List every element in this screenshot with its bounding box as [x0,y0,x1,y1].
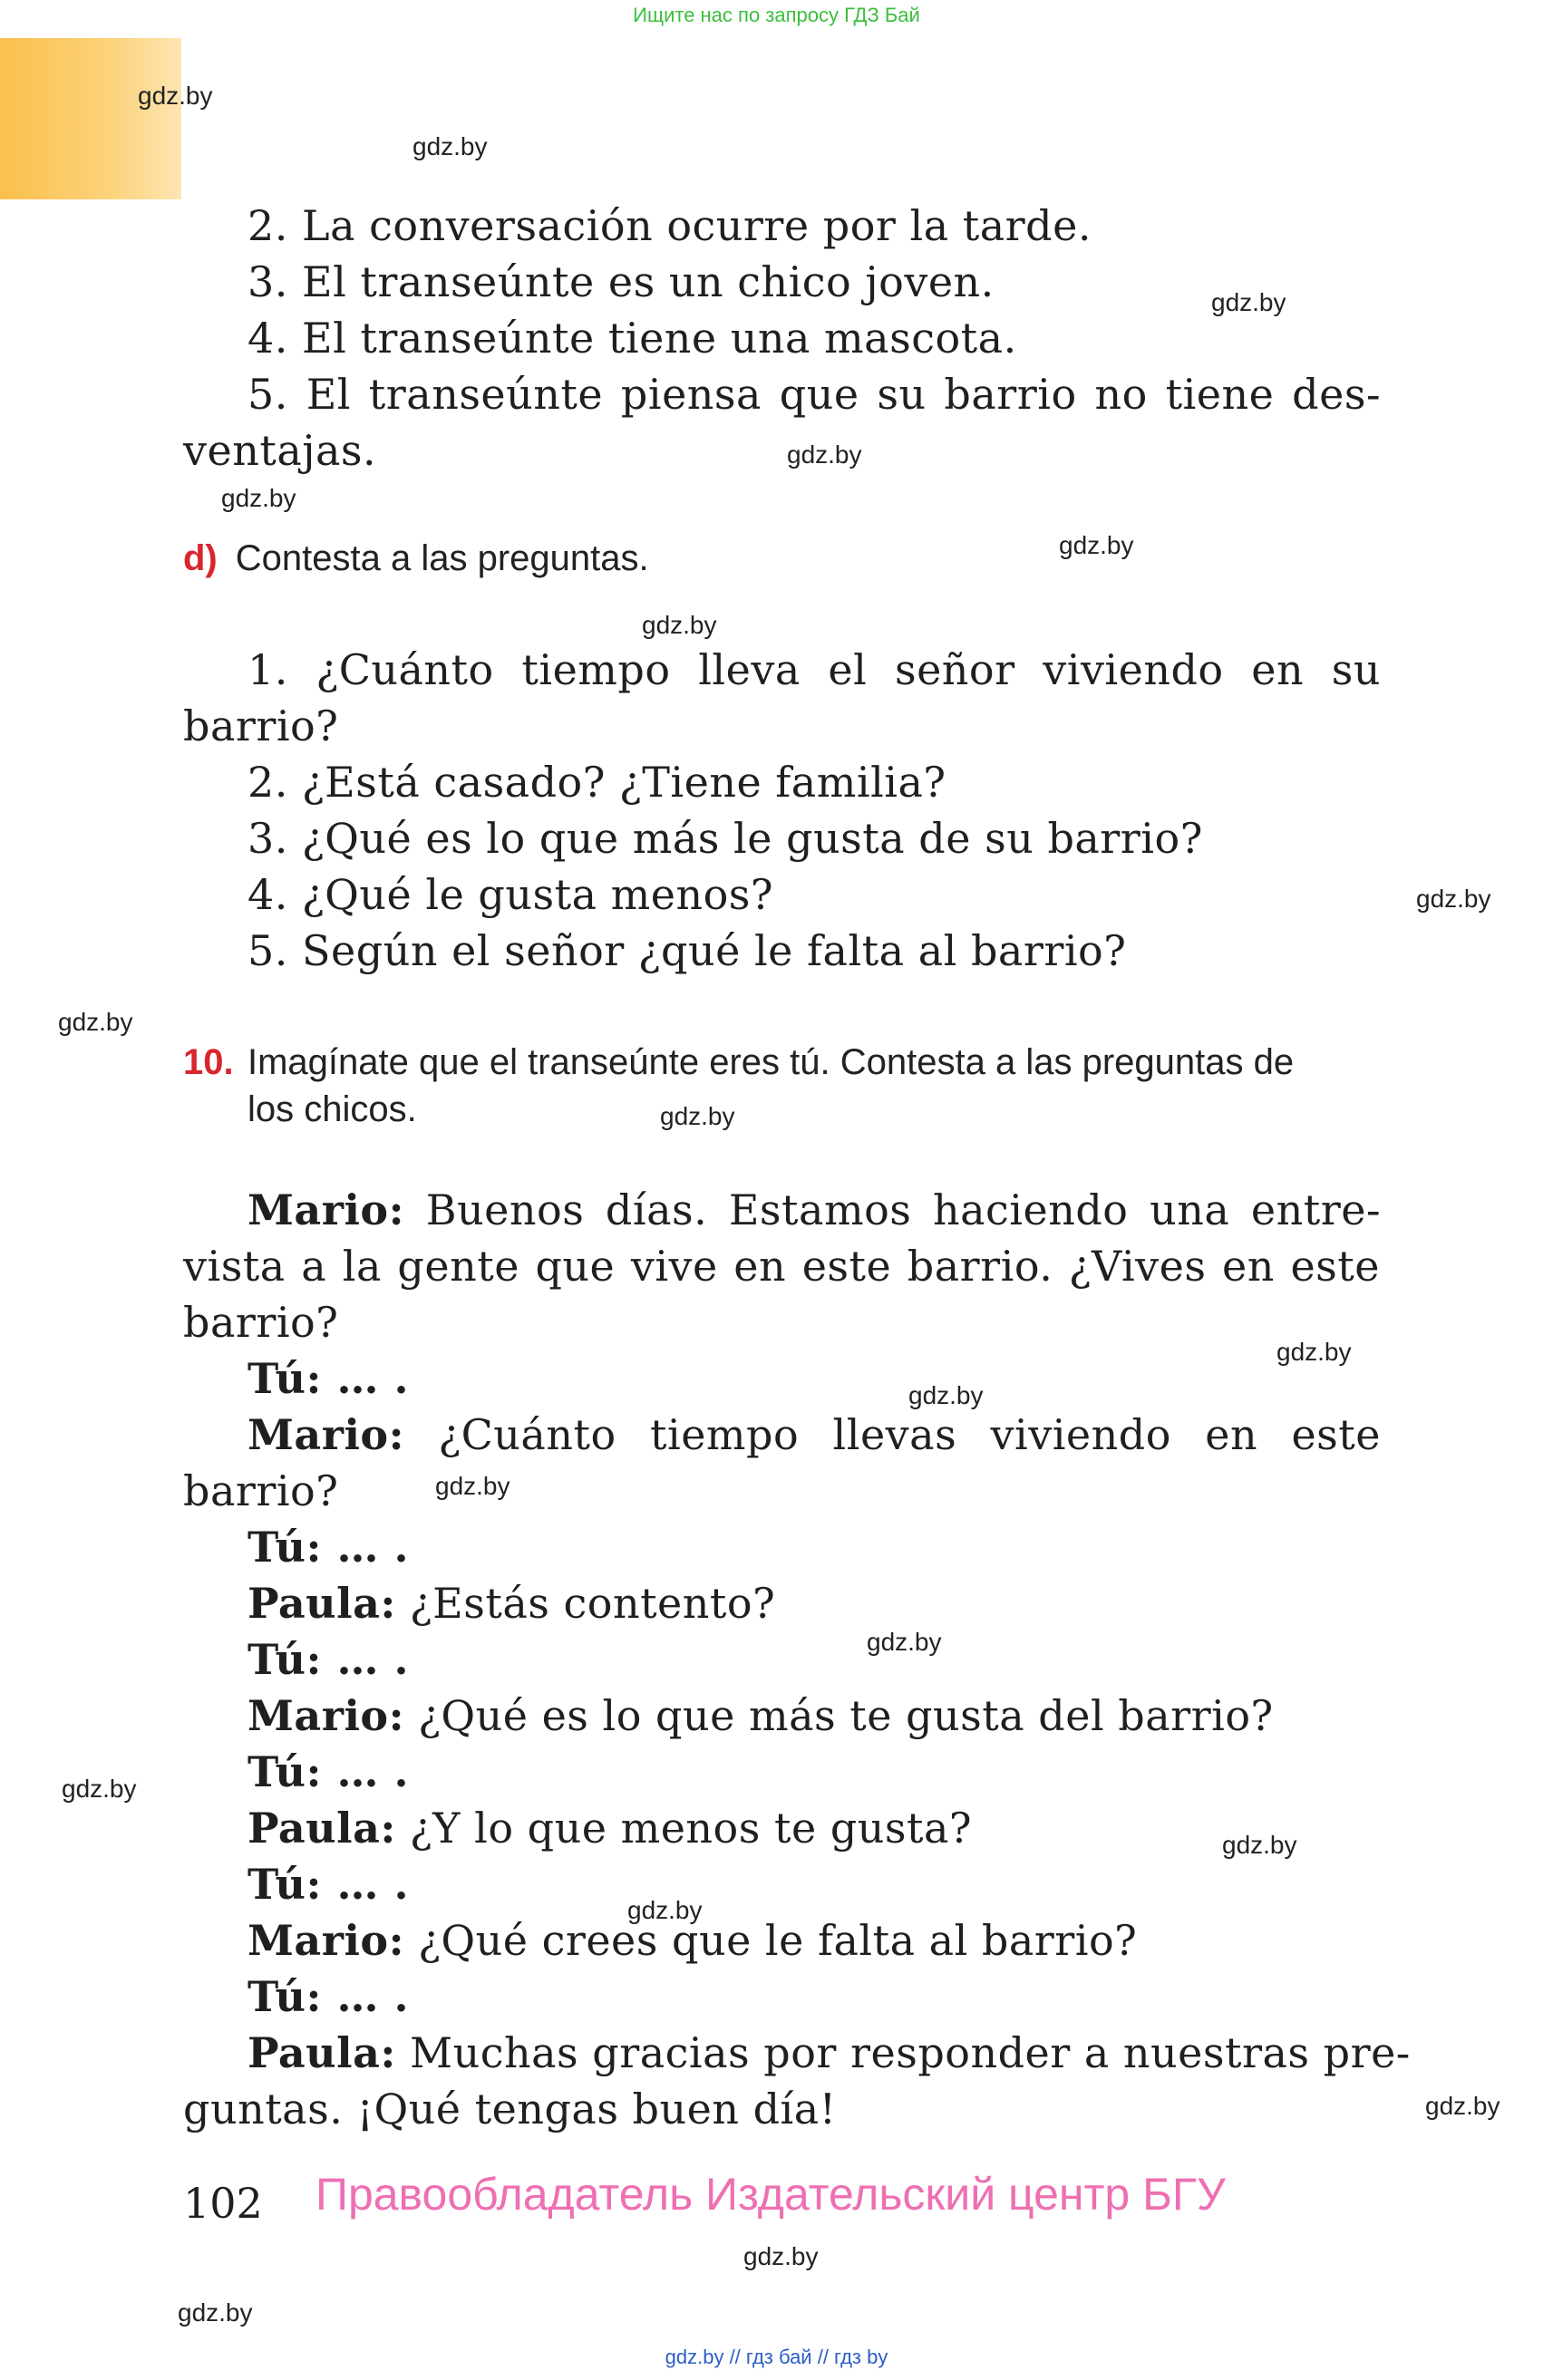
top-banner: Ищите нас по запросу ГДЗ Бай [633,4,920,26]
watermark: gdz.by [787,440,862,469]
task-10-instruction-line1: Imagínate que el transeúnte eres tú. Contesta a las preguntas de [248,1042,1295,1082]
statement-2 [248,201,1092,250]
answer-placeholder: … . [321,1860,409,1909]
task-10-label: 10. [183,1042,234,1082]
question-4: 4. ¿Qué le gusta menos? [248,870,774,919]
question-1: 1. ¿Cuánto tiempo lleva el señor viviendo en su [248,645,1381,694]
statement-4 [248,314,1017,363]
watermark: gdz.by [178,2298,253,2327]
answer-placeholder: … . [321,1747,409,1796]
watermark: gdz.by [908,1381,984,1409]
watermark: gdz.by [660,1102,735,1130]
line-text: Muchas gracias por responder a nuestras pre- [395,2028,1411,2077]
question-2: 2. ¿Está casado? ¿Tiene familia? [248,758,946,807]
watermark: gdz.by [1059,531,1134,559]
watermark: gdz.by [867,1628,942,1656]
speaker-mario: Mario: [248,1185,405,1234]
watermark: gdz.by [1425,2092,1500,2120]
dialogue-mario-3 [248,1691,1274,1740]
statement-text: El transeúnte piensa que su barrio no tiene des- [306,370,1381,419]
watermark: gdz.by [642,611,717,639]
watermark: gdz.by [1222,1831,1297,1859]
line-text: ¿Estás contento? [395,1579,776,1628]
answer-placeholder: … . [321,1523,409,1572]
watermark: gdz.by [743,2242,819,2270]
line-text: ¿Qué es lo que más te gusta del barrio? [404,1691,1274,1740]
dialogue-tu-4 [248,1747,409,1796]
speaker-tu: Tú: [248,1354,322,1403]
line-text: ¿Qué crees que le falta al barrio? [404,1916,1138,1965]
dialogue-mario-2 [248,1410,1381,1459]
speaker-tu: Tú: [248,1523,322,1572]
speaker-tu: Tú: [248,1972,322,2021]
dialogue-mario-1-cont: vista a la gente que vive en este barrio. ¿Vives en este [183,1242,1380,1291]
speaker-tu: Tú: [248,1860,322,1909]
answer-placeholder: … . [321,1354,409,1403]
task-10-instruction-line2: los chicos. [248,1089,417,1129]
statement-number: 5. [248,370,288,419]
statement-number: 4. [248,314,288,363]
watermark: gdz.by [221,484,296,512]
speaker-paula: Paula: [248,1579,396,1628]
watermark: gdz.by [627,1896,703,1924]
line-text: ¿Y lo que menos te gusta? [395,1804,973,1853]
speaker-mario: Mario: [248,1410,405,1459]
dialogue-mario-4 [248,1916,1137,1965]
question-5: 5. Según el señor ¿qué le falta al barrio? [248,926,1127,975]
statement-text: El transeúnte es un chico joven. [302,257,995,306]
dialogue-paula-3-cont: guntas. ¡Qué tengas buen día! [183,2085,837,2133]
speaker-tu: Tú: [248,1747,322,1796]
line-text: Buenos días. Estamos haciendo una entre- [404,1185,1381,1234]
answer-placeholder: … . [321,1635,409,1684]
copyright-notice: Правообладатель Издательский центр БГУ [315,2169,1226,2220]
dialogue-tu-2 [248,1523,409,1572]
speaker-paula: Paula: [248,1804,396,1853]
watermark: gdz.by [1276,1338,1352,1366]
speaker-mario: Mario: [248,1916,405,1965]
statement-number: 2. [248,201,288,250]
watermark: gdz.by [62,1775,137,1803]
line-text: ¿Cuánto tiempo llevas viviendo en este [404,1410,1381,1459]
dialogue-tu-6 [248,1972,409,2021]
dialogue-paula-2 [248,1804,972,1853]
watermark: gdz.by [413,132,488,160]
task-d-label: d) [183,538,218,578]
dialogue-tu-1 [248,1354,409,1403]
statement-5-cont: ventajas. [183,426,377,475]
dialogue-paula-1 [248,1579,775,1628]
statement-text: El transeúnte tiene una mascota. [302,314,1017,363]
page-number: 102 [183,2179,263,2228]
dialogue-mario-2-cont: barrio? [183,1466,339,1515]
watermark: gdz.by [58,1008,133,1036]
statement-5 [248,370,1381,419]
speaker-mario: Mario: [248,1691,405,1740]
task-d-instruction: Contesta a las preguntas. [235,538,649,578]
watermark: gdz.by [435,1472,510,1500]
dialogue-paula-3 [248,2028,1411,2077]
question-3: 3. ¿Qué es lo que más le gusta de su barrio? [248,814,1203,863]
speaker-tu: Tú: [248,1635,322,1684]
watermark: gdz.by [1211,288,1286,316]
dialogue-tu-3 [248,1635,409,1684]
answer-placeholder: … . [321,1972,409,2021]
dialogue-mario-1-cont2: barrio? [183,1298,339,1347]
dialogue-mario-1 [248,1185,1381,1234]
question-1-cont: barrio? [183,701,339,750]
bottom-links[interactable]: gdz.by // гдз бай // гдз by [665,2346,888,2368]
statement-number: 3. [248,257,288,306]
task-d [183,538,649,579]
watermark: gdz.by [1416,885,1491,913]
watermark: gdz.by [138,82,213,110]
speaker-paula: Paula: [248,2028,396,2077]
corner-tab [0,38,181,199]
statement-3 [248,257,995,306]
statement-text: La conversación ocurre por la tarde. [302,201,1092,250]
dialogue-tu-5 [248,1860,409,1909]
